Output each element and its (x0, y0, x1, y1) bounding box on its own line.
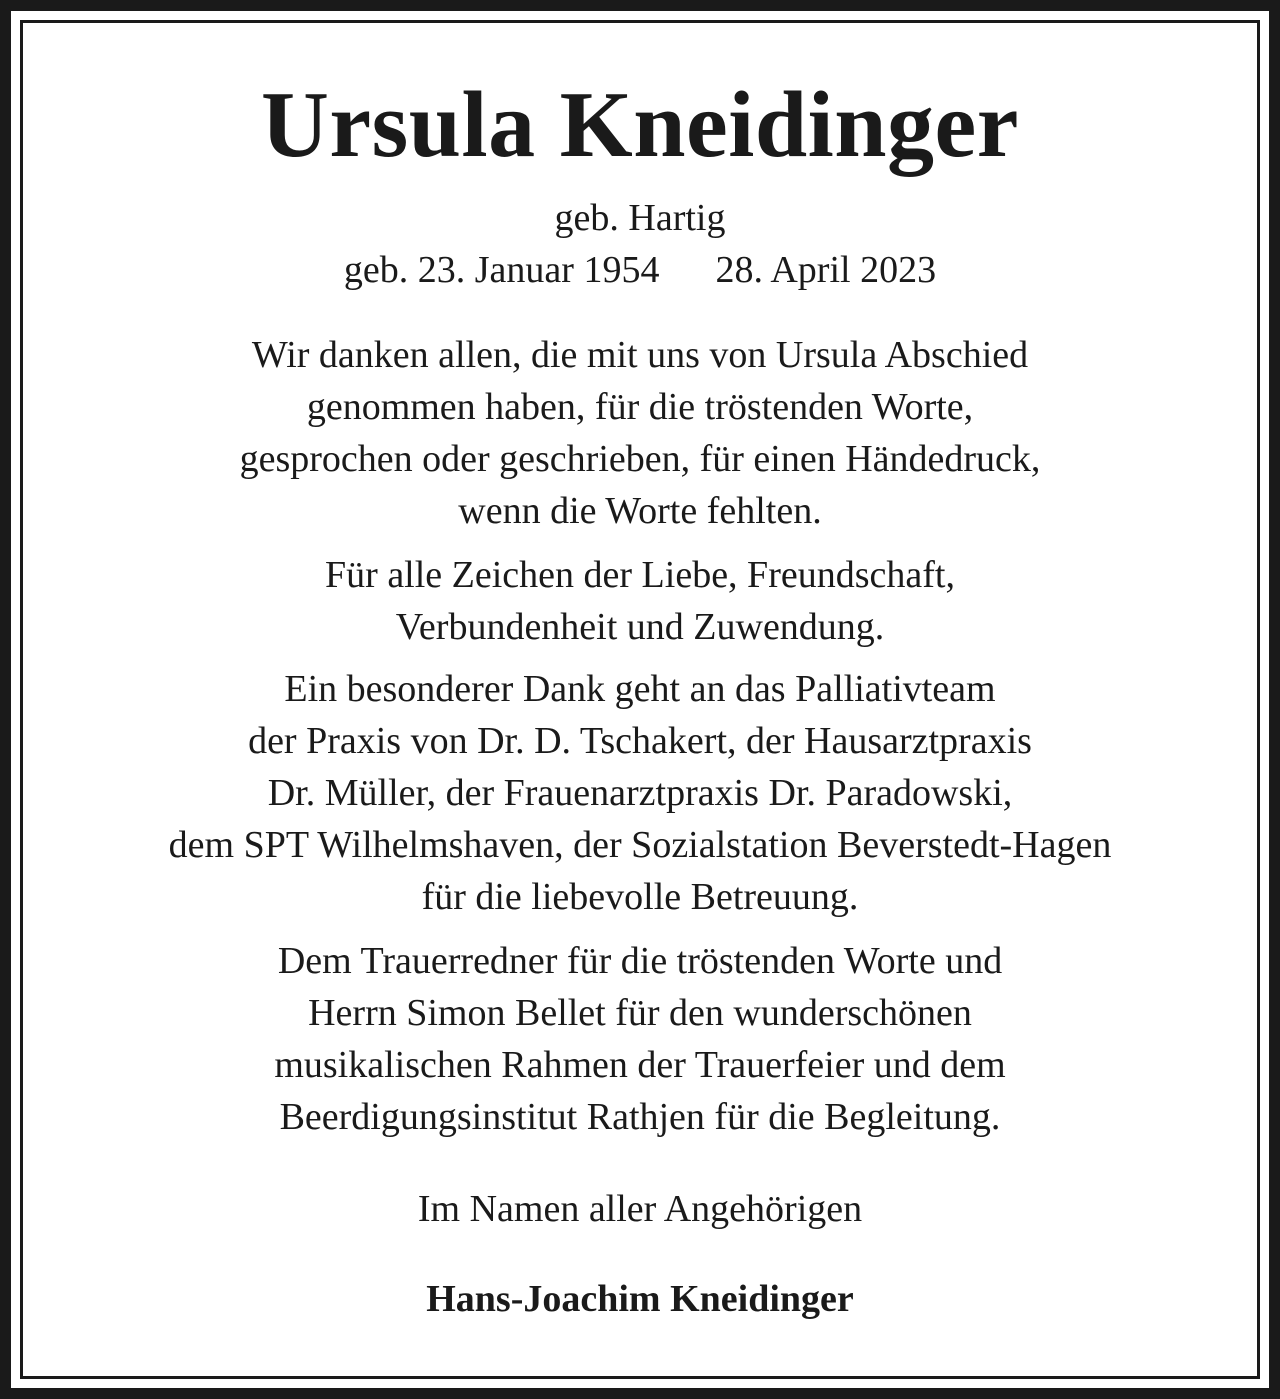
death-date: 28. April 2023 (715, 249, 937, 291)
life-dates (23, 247, 1257, 293)
text-line: wenn die Worte fehlten. (458, 490, 822, 532)
thanks-paragraph-2 (23, 549, 1257, 653)
maiden-name: geb. Hartig (554, 197, 726, 239)
text-line: Dr. Müller, der Frauenarztpraxis Dr. Paradowski, (267, 772, 1013, 814)
thanks-paragraph-4 (23, 935, 1257, 1143)
birth-date: geb. 23. Januar 1954 (343, 249, 660, 291)
text-line: Ein besonderer Dank geht an das Palliativteam (284, 668, 996, 710)
text-line: Wir danken allen, die mit uns von Ursula Abschied (251, 334, 1029, 376)
text-line: für die liebevolle Betreuung. (421, 876, 859, 918)
text-line: dem SPT Wilhelmshaven, der Sozialstation Beverstedt-Hagen (168, 824, 1112, 866)
text-line: Für alle Zeichen der Liebe, Freundschaft, (325, 554, 955, 596)
text-line: musikalischen Rahmen der Trauerfeier und dem (274, 1044, 1006, 1086)
text-line: der Praxis von Dr. D. Tschakert, der Hausarztpraxis (248, 720, 1032, 762)
text-line: Verbundenheit und Zuwendung. (395, 606, 885, 648)
text-line: gesprochen oder geschrieben, für einen Händedruck, (239, 438, 1041, 480)
thanks-paragraph-3 (23, 663, 1257, 923)
text-line: genommen haben, für die tröstenden Worte, (306, 386, 974, 428)
closing-line: Im Namen aller Angehörigen (417, 1188, 863, 1230)
text-line: Beerdigungsinstitut Rathjen für die Begleitung. (279, 1096, 1001, 1138)
thanks-paragraph-1 (23, 329, 1257, 537)
text-line: Dem Trauerredner für die tröstenden Worte und (277, 940, 1003, 982)
signature-name: Hans-Joachim Kneidinger (426, 1278, 854, 1320)
text-line: Herrn Simon Bellet für den wunderschönen (308, 992, 972, 1034)
deceased-name: Ursula Kneidinger (261, 73, 1019, 177)
